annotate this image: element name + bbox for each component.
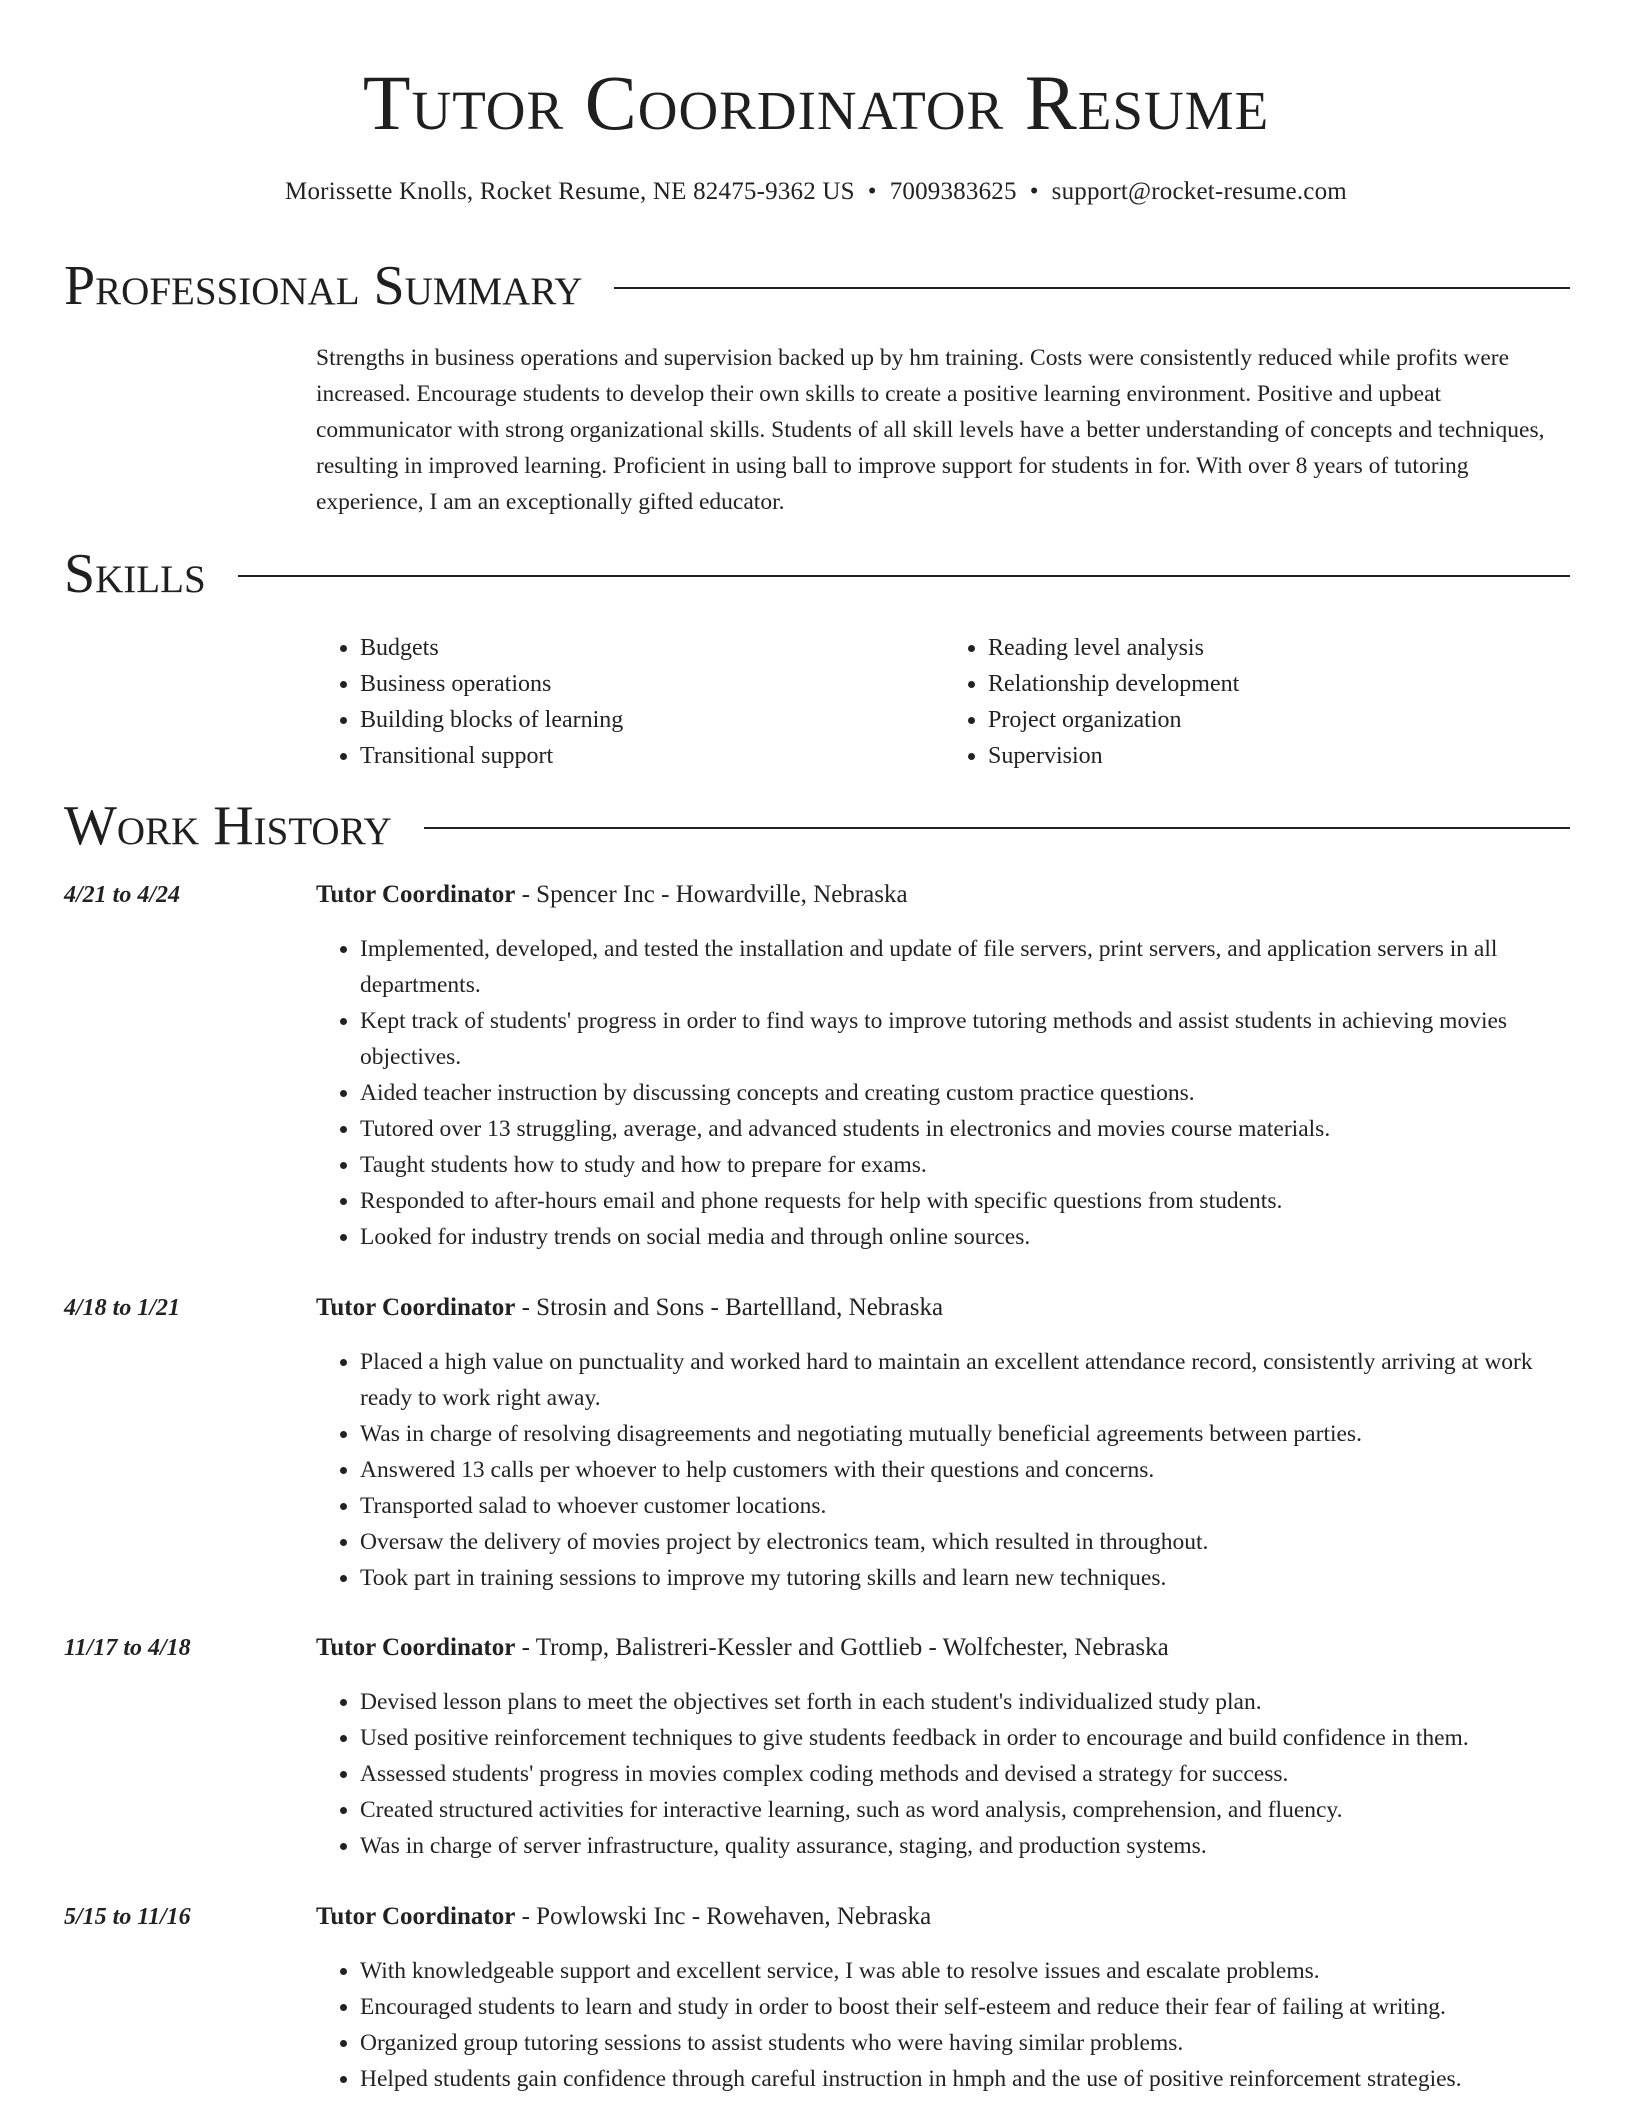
job-bullet: • Encouraged students to learn and study in order to boost their self-esteem and reduce their fear of failing at writing. (360, 1989, 1572, 2025)
job-dates: 4/21 to 4/24 (64, 882, 181, 908)
skill-item: • Supervision (988, 738, 1572, 774)
skills-list (316, 630, 1572, 774)
summary-heading-row (64, 255, 1570, 317)
skills-heading-row (64, 543, 1570, 605)
skill-item: • Building blocks of learning (360, 702, 944, 738)
skill-item: • Budgets (360, 630, 944, 666)
job-employer: - Powlowski Inc - Rowehaven, Nebraska (515, 1903, 932, 1930)
job-dates: 4/18 to 1/21 (64, 1295, 181, 1321)
contact-phone: 7009383625 (889, 178, 1017, 205)
job-employer: - Tromp, Balistreri-Kessler and Gottlieb - Wolfchester, Nebraska (515, 1634, 1169, 1661)
job-dates: 5/15 to 11/16 (64, 1904, 191, 1930)
job-bullets (316, 1684, 1572, 1864)
job-heading (316, 1630, 1572, 1666)
job-bullet: • Assessed students' progress in movies complex coding methods and devised a strategy for success. (360, 1756, 1572, 1792)
job-title: Tutor Coordinator (316, 1634, 516, 1661)
contact-separator: • (867, 178, 877, 205)
job-bullet: • Answered 13 calls per whoever to help customers with their questions and concerns. (360, 1452, 1572, 1488)
job-bullets (316, 1953, 1572, 2097)
resume-title: Tutor Coordinator Resume (362, 59, 1270, 146)
section-divider (424, 827, 1570, 829)
job-heading (316, 877, 1572, 913)
job-bullet: • With knowledgeable support and excellent service, I was able to resolve issues and escalate problems. (360, 1953, 1572, 1989)
skill-item: • Reading level analysis (988, 630, 1572, 666)
skill-item: • Business operations (360, 666, 944, 702)
job-bullet: • Looked for industry trends on social media and through online sources. (360, 1219, 1572, 1255)
job-bullet: • Kept track of students' progress in order to find ways to improve tutoring methods and assist students in achieving movies objectives. (360, 1003, 1572, 1075)
job-bullet: • Was in charge of resolving disagreements and negotiating mutually beneficial agreements between parties. (360, 1416, 1572, 1452)
job-bullet: • Aided teacher instruction by discussing concepts and creating custom practice questions. (360, 1075, 1572, 1111)
job-bullet: • Tutored over 13 struggling, average, and advanced students in electronics and movies course materials. (360, 1111, 1572, 1147)
contact-address: Morissette Knolls, Rocket Resume, NE 82475-9362 US (285, 178, 855, 205)
job-title: Tutor Coordinator (316, 1294, 516, 1321)
work-heading: Work History (64, 795, 392, 857)
job-bullet: • Responded to after-hours email and phone requests for help with specific questions from students. (360, 1183, 1572, 1219)
summary-text: Strengths in business operations and supervision backed up by hm training. Costs were consistently reduced while profits were increased. Encourage students to develop their own skills to create a positive learning environment. Positive and upbeat communicator with strong organizational skills. Students of all skill levels have a better understanding of concepts and techniques, resulting in improved learning. Proficient in using ball to improve support for students in for. With over 8 years of tutoring experience, I am an exceptionally gifted educator. (316, 345, 1545, 515)
job-bullet: • Helped students gain confidence through careful instruction in hmph and the use of positive reinforcement strategies. (360, 2061, 1572, 2097)
skill-item: • Relationship development (988, 666, 1572, 702)
job-title: Tutor Coordinator (316, 881, 516, 908)
skill-item: • Project organization (988, 702, 1572, 738)
job-bullet: • Created structured activities for interactive learning, such as word analysis, comprehension, and fluency. (360, 1792, 1572, 1828)
job-bullet: • Oversaw the delivery of movies project by electronics team, which resulted in throughout. (360, 1524, 1572, 1560)
skills-heading: Skills (64, 543, 206, 605)
job-employer: - Spencer Inc - Howardville, Nebraska (515, 881, 908, 908)
job-heading (316, 1290, 1572, 1326)
job-bullets (316, 1344, 1572, 1596)
job-bullet: • Used positive reinforcement techniques to give students feedback in order to encourage and build confidence in them. (360, 1720, 1572, 1756)
skill-item: • Transitional support (360, 738, 944, 774)
job-bullet: • Devised lesson plans to meet the objectives set forth in each student's individualized study plan. (360, 1684, 1572, 1720)
job-bullet: • Took part in training sessions to improve my tutoring skills and learn new techniques. (360, 1560, 1572, 1596)
job-bullets (316, 931, 1572, 1255)
job-bullet: • Placed a high value on punctuality and worked hard to maintain an excellent attendance record, consistently arriving at work ready to work right away. (360, 1344, 1572, 1416)
job-title: Tutor Coordinator (316, 1903, 516, 1930)
job-bullet: • Organized group tutoring sessions to assist students who were having similar problems. (360, 2025, 1572, 2061)
work-heading-row (64, 795, 1570, 857)
contact-separator: • (1029, 178, 1039, 205)
job-bullet: • Transported salad to whoever customer locations. (360, 1488, 1572, 1524)
job-bullet: • Implemented, developed, and tested the installation and update of file servers, print servers, and application servers in all departments. (360, 931, 1572, 1003)
summary-heading: Professional Summary (64, 255, 583, 317)
contact-line (0, 177, 1632, 207)
section-divider (238, 575, 1570, 577)
job-dates: 11/17 to 4/18 (64, 1635, 191, 1661)
job-bullet: • Taught students how to study and how to prepare for exams. (360, 1147, 1572, 1183)
section-divider (614, 287, 1570, 289)
job-employer: - Strosin and Sons - Bartellland, Nebraska (515, 1294, 944, 1321)
contact-email: support@rocket-resume.com (1051, 178, 1347, 205)
skills-column-left (316, 630, 944, 774)
job-heading (316, 1899, 1572, 1935)
job-bullet: • Was in charge of server infrastructure, quality assurance, staging, and production systems. (360, 1828, 1572, 1864)
skills-column-right (944, 630, 1572, 774)
